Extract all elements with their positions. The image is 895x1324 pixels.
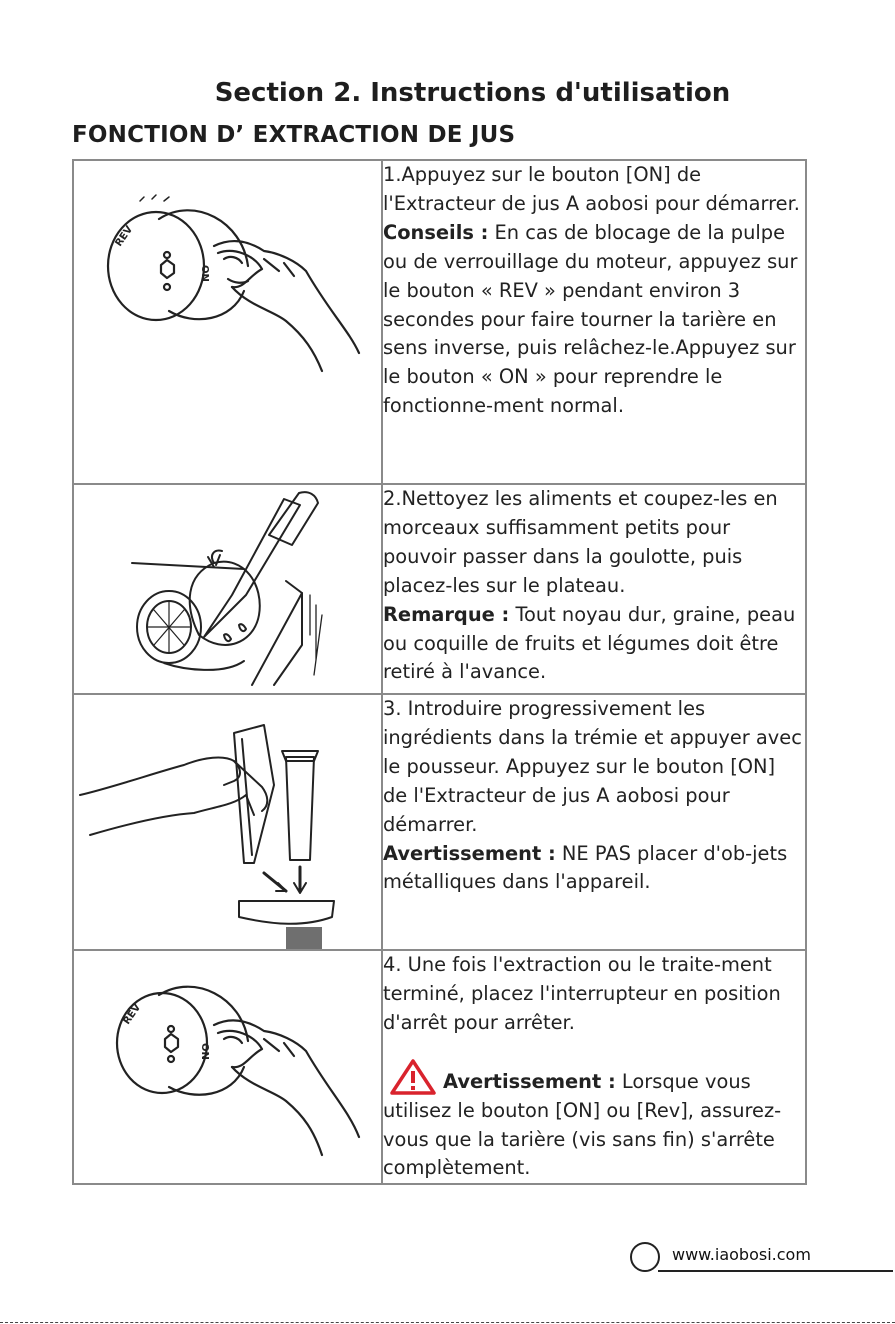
step-2-label: Remarque : xyxy=(383,602,510,626)
step-row-2 xyxy=(73,484,806,694)
section-title: Section 2. Instructions d'utilisation xyxy=(214,78,731,108)
step-4-label: Avertissement : xyxy=(443,1069,616,1093)
step-2-note: Tout noyau dur, graine, peau ou coquille de fruits et légumes doit être retiré à l'avance. xyxy=(383,602,796,684)
step-2-instruction: 2.Nettoyez les aliments et coupez-les en morceaux suffisamment petits pour pouvoir passer dans la goulotte, puis placez-les sur le plateau. xyxy=(383,487,778,597)
feeding-hopper-illustration xyxy=(74,695,381,949)
step-row-3 xyxy=(73,694,806,950)
step-1-label: Conseils : xyxy=(383,220,489,244)
step-3-illustration xyxy=(73,694,382,950)
step-4-note: Lorsque vous utilisez le bouton [ON] ou [Rev], assurez-vous que la tarière (vis sans fin) s'arrête complètement. xyxy=(383,1069,782,1180)
step-3-note: NE PAS placer d'ob-jets métalliques dans l'appareil. xyxy=(383,841,788,894)
step-1-note: En cas de blocage de la pulpe ou de verrouillage du moteur, appuyez sur le bouton « REV » pendant environ 3 secondes pour faire tourner la tarière en sens inverse, puis relâchez-le.Appuyez sur le bouton « ON » pour reprendre le fonctionne-ment normal. xyxy=(383,220,798,418)
step-row-4 xyxy=(73,950,806,1184)
footer-rule xyxy=(658,1270,893,1272)
step-2-text xyxy=(382,484,806,694)
knob-press-illustration xyxy=(74,161,381,483)
cutting-fruit-illustration xyxy=(74,485,381,693)
steps-table xyxy=(72,159,807,1185)
step-4-instruction: 4. Une fois l'extraction ou le traite-ment terminé, placez l'interrupteur en position d'arrêt pour arrêter. xyxy=(383,953,781,1034)
page-edge-dashed-line xyxy=(0,1322,895,1323)
knob-rev-label: REV xyxy=(113,224,136,249)
step-1-illustration xyxy=(73,160,382,484)
knob-rev-label-2: REV xyxy=(121,1002,144,1027)
warning-triangle-icon xyxy=(389,1058,437,1096)
step-row-1 xyxy=(73,160,806,484)
step-3-label: Avertissement : xyxy=(383,841,556,865)
page-number-circle xyxy=(630,1242,660,1272)
juicer-chute-base xyxy=(286,927,322,949)
step-3-instruction: 3. Introduire progressivement les ingrédients dans la trémie et appuyer avec le pousseur. Appuyez sur le bouton [ON] de l'Extracteur de jus A aobosi pour démarrer. xyxy=(383,697,802,836)
function-subtitle: FONCTION D’ EXTRACTION DE JUS xyxy=(72,122,516,148)
knob-on-label: ON xyxy=(199,265,210,282)
step-4-text xyxy=(382,950,806,1184)
step-1-instruction: 1.Appuyez sur le bouton [ON] de l'Extracteur de jus A aobosi pour démarrer. xyxy=(383,163,800,215)
footer-url: www.iaobosi.com xyxy=(672,1245,811,1264)
footer xyxy=(630,1242,893,1270)
knob-stop-illustration xyxy=(74,951,381,1179)
step-2-illustration xyxy=(73,484,382,694)
knob-on-label-2: ON xyxy=(199,1043,210,1060)
step-3-text xyxy=(382,694,806,950)
step-1-text xyxy=(382,160,806,484)
step-4-illustration xyxy=(73,950,382,1184)
